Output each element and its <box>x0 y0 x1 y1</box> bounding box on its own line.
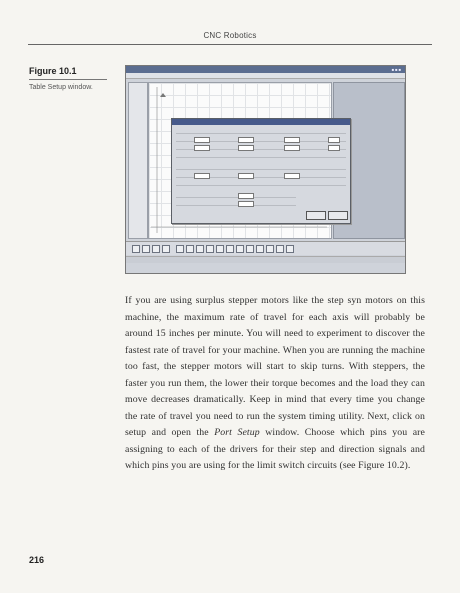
screenshot-axis-readout-panel <box>128 82 148 239</box>
toolbar-button-icon <box>266 245 274 253</box>
dialog-titlebar <box>172 119 350 125</box>
dialog-row <box>176 129 346 134</box>
screenshot-menubar <box>126 73 405 79</box>
toolbar-button-icon <box>256 245 264 253</box>
figure-label: Figure 10.1 <box>29 66 77 76</box>
table-setup-screenshot <box>125 65 406 274</box>
toolbar-button-icon <box>176 245 184 253</box>
figure-caption: Table Setup window. <box>29 84 93 91</box>
running-header: CNC Robotics <box>203 31 257 40</box>
toolbar-button-icon <box>132 245 140 253</box>
body-text-part-1: If you are using surplus stepper motors like the step syn motors on this machine, the maximum rate of travel for each axis will probably be around 15 inches per minute. You will need to experiment to discover the fastest rate of travel for your machine. When you are running the machine too fast, the stepper motors will start to skip turns. With steppers, the faster you run them, the lower their torque becomes and the load they can move decreases dramatically. Keep in mind that every time you change the rate of travel you need to run the system timing utility. Next, click on setup and open the <box>125 295 425 438</box>
screenshot-statusbar <box>126 256 405 263</box>
figure-label-rule <box>29 79 107 80</box>
dialog-row <box>176 181 346 186</box>
toolbar-button-icon <box>152 245 160 253</box>
dialog-row <box>176 165 346 170</box>
toolbar-button-icon <box>206 245 214 253</box>
body-paragraph <box>125 293 425 475</box>
dialog-input-field <box>238 173 254 179</box>
dialog-cancel-button <box>328 211 348 220</box>
dialog-input-field <box>328 137 340 143</box>
dialog-input-field <box>194 137 210 143</box>
dialog-row <box>176 201 296 206</box>
screenshot-titlebar <box>126 66 405 73</box>
window-control-icons: ■■■ <box>391 67 402 72</box>
page-number: 216 <box>29 555 45 565</box>
screenshot-toolbar <box>126 241 405 255</box>
toolbar-button-icon <box>142 245 150 253</box>
dialog-ok-button <box>306 211 326 220</box>
dialog-input-field <box>284 145 300 151</box>
table-setup-dialog <box>171 118 351 224</box>
dialog-row <box>176 193 296 198</box>
dialog-input-field <box>238 193 254 199</box>
toolbar-button-icon <box>186 245 194 253</box>
dialog-input-field <box>284 173 300 179</box>
port-setup-emphasis: Port Setup <box>214 427 260 438</box>
dialog-input-field <box>284 137 300 143</box>
dialog-input-field <box>328 145 340 151</box>
dialog-input-field <box>238 201 254 207</box>
body-text-part-2: window. Choose which pins you are assigning to each of the drivers for their step and direction signals and which pins you are using for the limit switch circuits (see Figure 10.2). <box>125 427 425 471</box>
dialog-row <box>176 153 346 158</box>
dialog-input-field <box>238 145 254 151</box>
toolbar-button-icon <box>196 245 204 253</box>
dialog-input-field <box>194 145 210 151</box>
toolbar-button-icon <box>286 245 294 253</box>
dialog-input-field <box>194 173 210 179</box>
toolbar-button-icon <box>162 245 170 253</box>
toolbar-button-icon <box>216 245 224 253</box>
header-rule <box>28 44 432 45</box>
toolbar-button-icon <box>276 245 284 253</box>
toolbar-button-icon <box>246 245 254 253</box>
toolbar-button-icon <box>226 245 234 253</box>
dialog-input-field <box>238 137 254 143</box>
toolbar-button-icon <box>236 245 244 253</box>
